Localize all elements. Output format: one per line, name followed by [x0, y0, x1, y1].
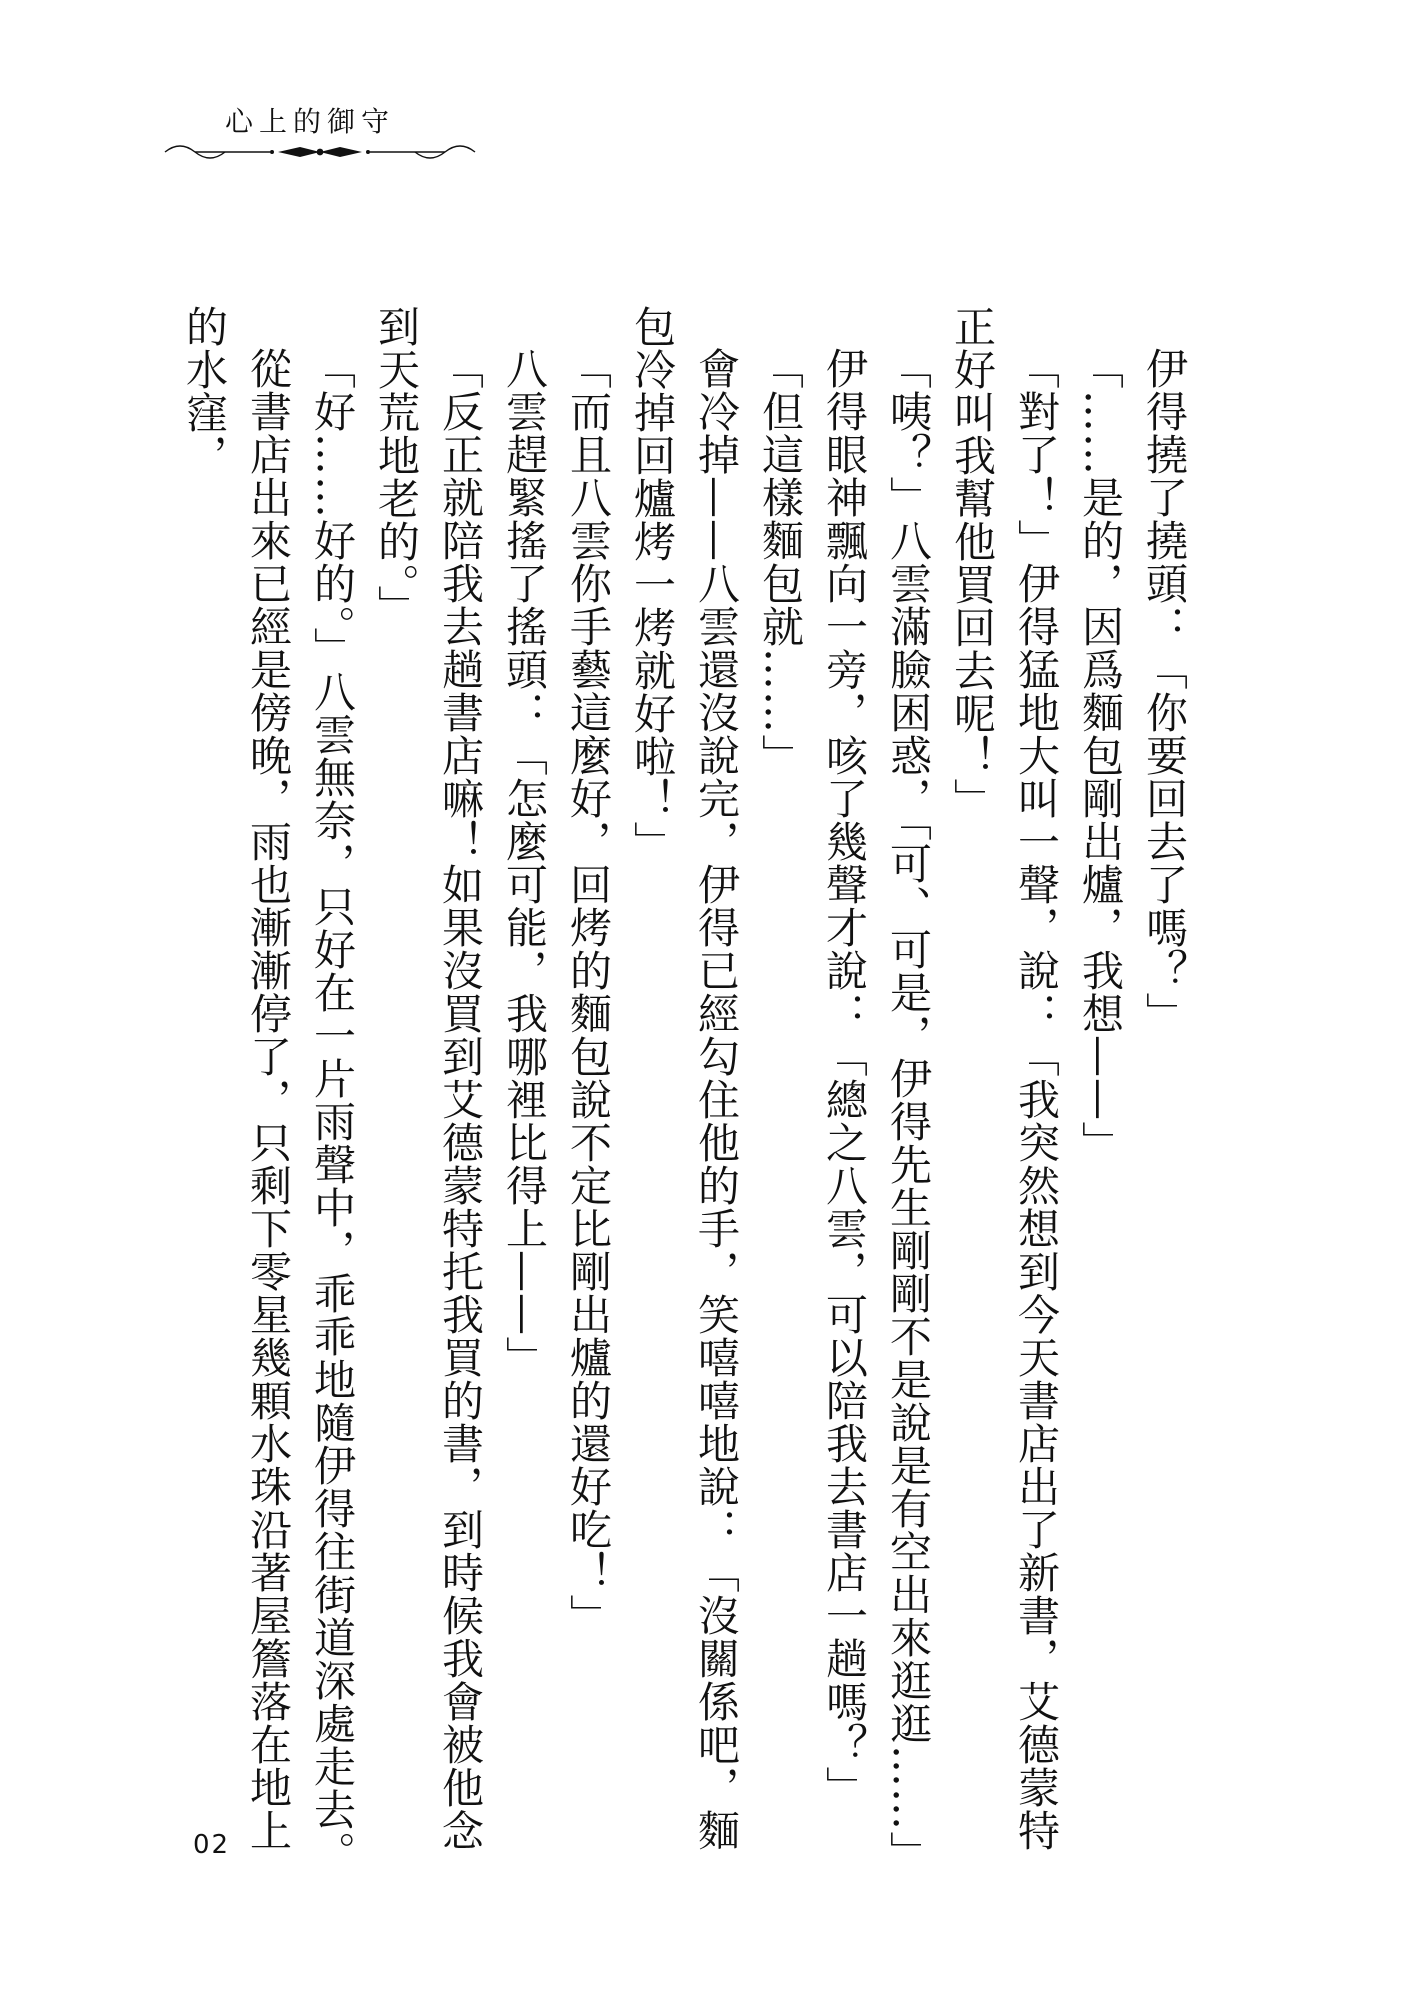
paragraph: 從書店出來已經是傍晚，雨也漸漸停了，只剩下零星幾顆水珠沿著屋簷落在地上的水窪， — [180, 305, 293, 1852]
paragraph: 伊得眼神飄向一旁，咳了幾聲才說：「總之八雲，可以陪我去書店一趟嗎？」 — [820, 347, 869, 1809]
page-number: 02 — [193, 1830, 231, 1860]
paragraph: 伊得撓了撓頭：「你要回去了嗎？」 — [1140, 347, 1189, 1035]
paragraph: 「而且八雲你手藝這麼好，回烤的麵包說不定比剛出爐的還好吃！」 — [564, 347, 613, 1637]
paragraph: 「反正就陪我去趟書店嘛！如果沒買到艾德蒙特托我買的書，到時候我會被他念到天荒地老的。」 — [372, 305, 485, 1852]
vertical-body-text — [180, 305, 1196, 1875]
paragraph: 會冷掉——八雲還沒說完，伊得已經勾住他的手，笑嘻嘻地說：「沒關係吧，麵包冷掉回爐烤一烤就好啦！」 — [628, 305, 741, 1852]
paragraph: 「……是的，因爲麵包剛出爐，我想——」 — [1076, 347, 1125, 1164]
flourish-divider-icon — [160, 132, 480, 172]
paragraph: 「對了！」伊得猛地大叫一聲，說：「我突然想到今天書店出了新書，艾德蒙特正好叫我幫他買回去呢！」 — [948, 305, 1061, 1852]
paragraph: 「但這樣麵包就……」 — [756, 347, 805, 777]
paragraph: 「咦？」八雲滿臉困惑，「可、可是，伊得先生剛剛不是說是有空出來逛逛……」 — [884, 347, 933, 1874]
paragraph: 八雲趕緊搖了搖頭：「怎麼可能，我哪裡比得上——」 — [500, 347, 549, 1379]
running-header-title: 心上的御守 — [224, 105, 395, 138]
paragraph: 「好……好的。」八雲無奈，只好在一片雨聲中，乖乖地隨伊得往街道深處走去。 — [308, 347, 357, 1874]
